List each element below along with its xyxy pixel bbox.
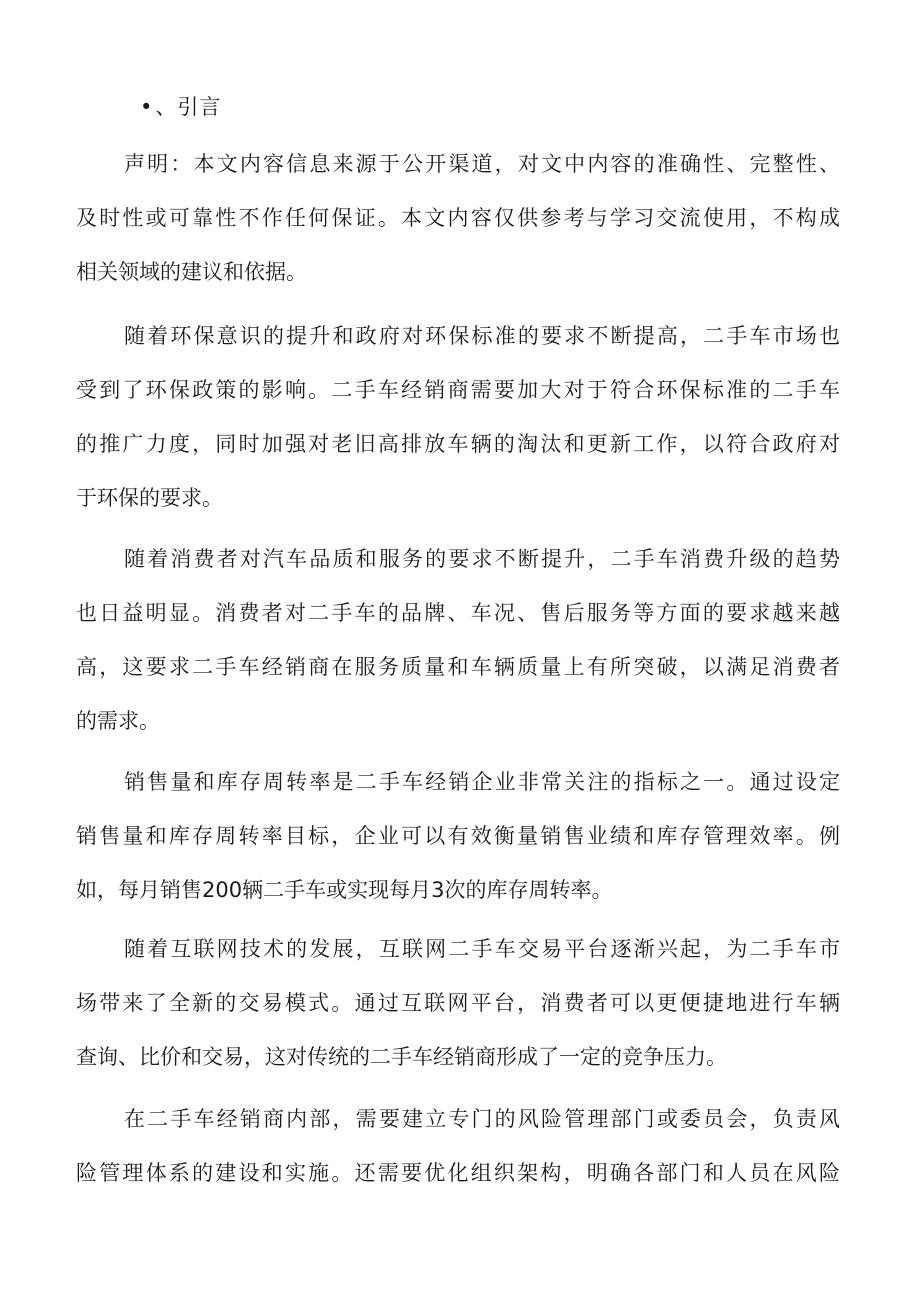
paragraph-line: 声明：本文内容信息来源于公开渠道，对文中内容的准确性、完整性、 bbox=[124, 152, 840, 176]
paragraph-line: 随着环保意识的提升和政府对环保标准的要求不断提高，二手车市场也 bbox=[124, 324, 840, 348]
paragraph-line: 于环保的要求。 bbox=[76, 486, 223, 510]
section-heading-text: 、引言 bbox=[155, 95, 222, 119]
paragraph-risk bbox=[76, 1092, 840, 1200]
paragraph-line: 及时性或可靠性不作任何保证。本文内容仅供参考与学习交流使用，不构成 bbox=[76, 206, 840, 230]
paragraph-line: 高，这要求二手车经销商在服务质量和车辆质量上有所突破，以满足消费者 bbox=[76, 655, 840, 679]
paragraph-line: 受到了环保政策的影响。二手车经销商需要加大对于符合环保标准的二手车 bbox=[76, 378, 840, 402]
paragraph-line: 相关领域的建议和依据。 bbox=[76, 260, 307, 284]
bullet-icon: • bbox=[140, 95, 154, 119]
paragraph-line: 的推广力度，同时加强对老旧高排放车辆的淘汰和更新工作，以符合政府对 bbox=[76, 432, 840, 456]
paragraph-consumption bbox=[76, 532, 840, 748]
paragraph-line: 随着互联网技术的发展，互联网二手车交易平台逐渐兴起，为二手车市 bbox=[124, 937, 840, 961]
paragraph-line: 的需求。 bbox=[76, 709, 160, 733]
paragraph-disclaimer bbox=[76, 137, 840, 299]
section-heading bbox=[140, 88, 221, 126]
paragraph-line: 查询、比价和交易，这对传统的二手车经销商形成了一定的竞争压力。 bbox=[76, 1045, 727, 1069]
paragraph-internet bbox=[76, 922, 840, 1084]
paragraph-line: 场带来了全新的交易模式。通过互联网平台，消费者可以更便捷地进行车辆 bbox=[76, 991, 840, 1015]
paragraph-line: 险管理体系的建设和实施。还需要优化组织架构，明确各部门和人员在风险 bbox=[76, 1161, 840, 1185]
paragraph-line: 随着消费者对汽车品质和服务的要求不断提升，二手车消费升级的趋势 bbox=[124, 547, 840, 571]
paragraph-line: 销售量和库存周转率目标，企业可以有效衡量销售业绩和库存管理效率。例 bbox=[76, 824, 840, 848]
paragraph-environment bbox=[76, 309, 840, 525]
paragraph-line: 在二手车经销商内部，需要建立专门的风险管理部门或委员会，负责风 bbox=[124, 1107, 840, 1131]
paragraph-sales bbox=[76, 755, 840, 917]
paragraph-line: 如，每月销售200辆二手车或实现每月3次的库存周转率。 bbox=[76, 878, 613, 902]
paragraph-line: 销售量和库存周转率是二手车经销企业非常关注的指标之一。通过设定 bbox=[124, 770, 840, 794]
paragraph-line: 也日益明显。消费者对二手车的品牌、车况、售后服务等方面的要求越来越 bbox=[76, 601, 840, 625]
